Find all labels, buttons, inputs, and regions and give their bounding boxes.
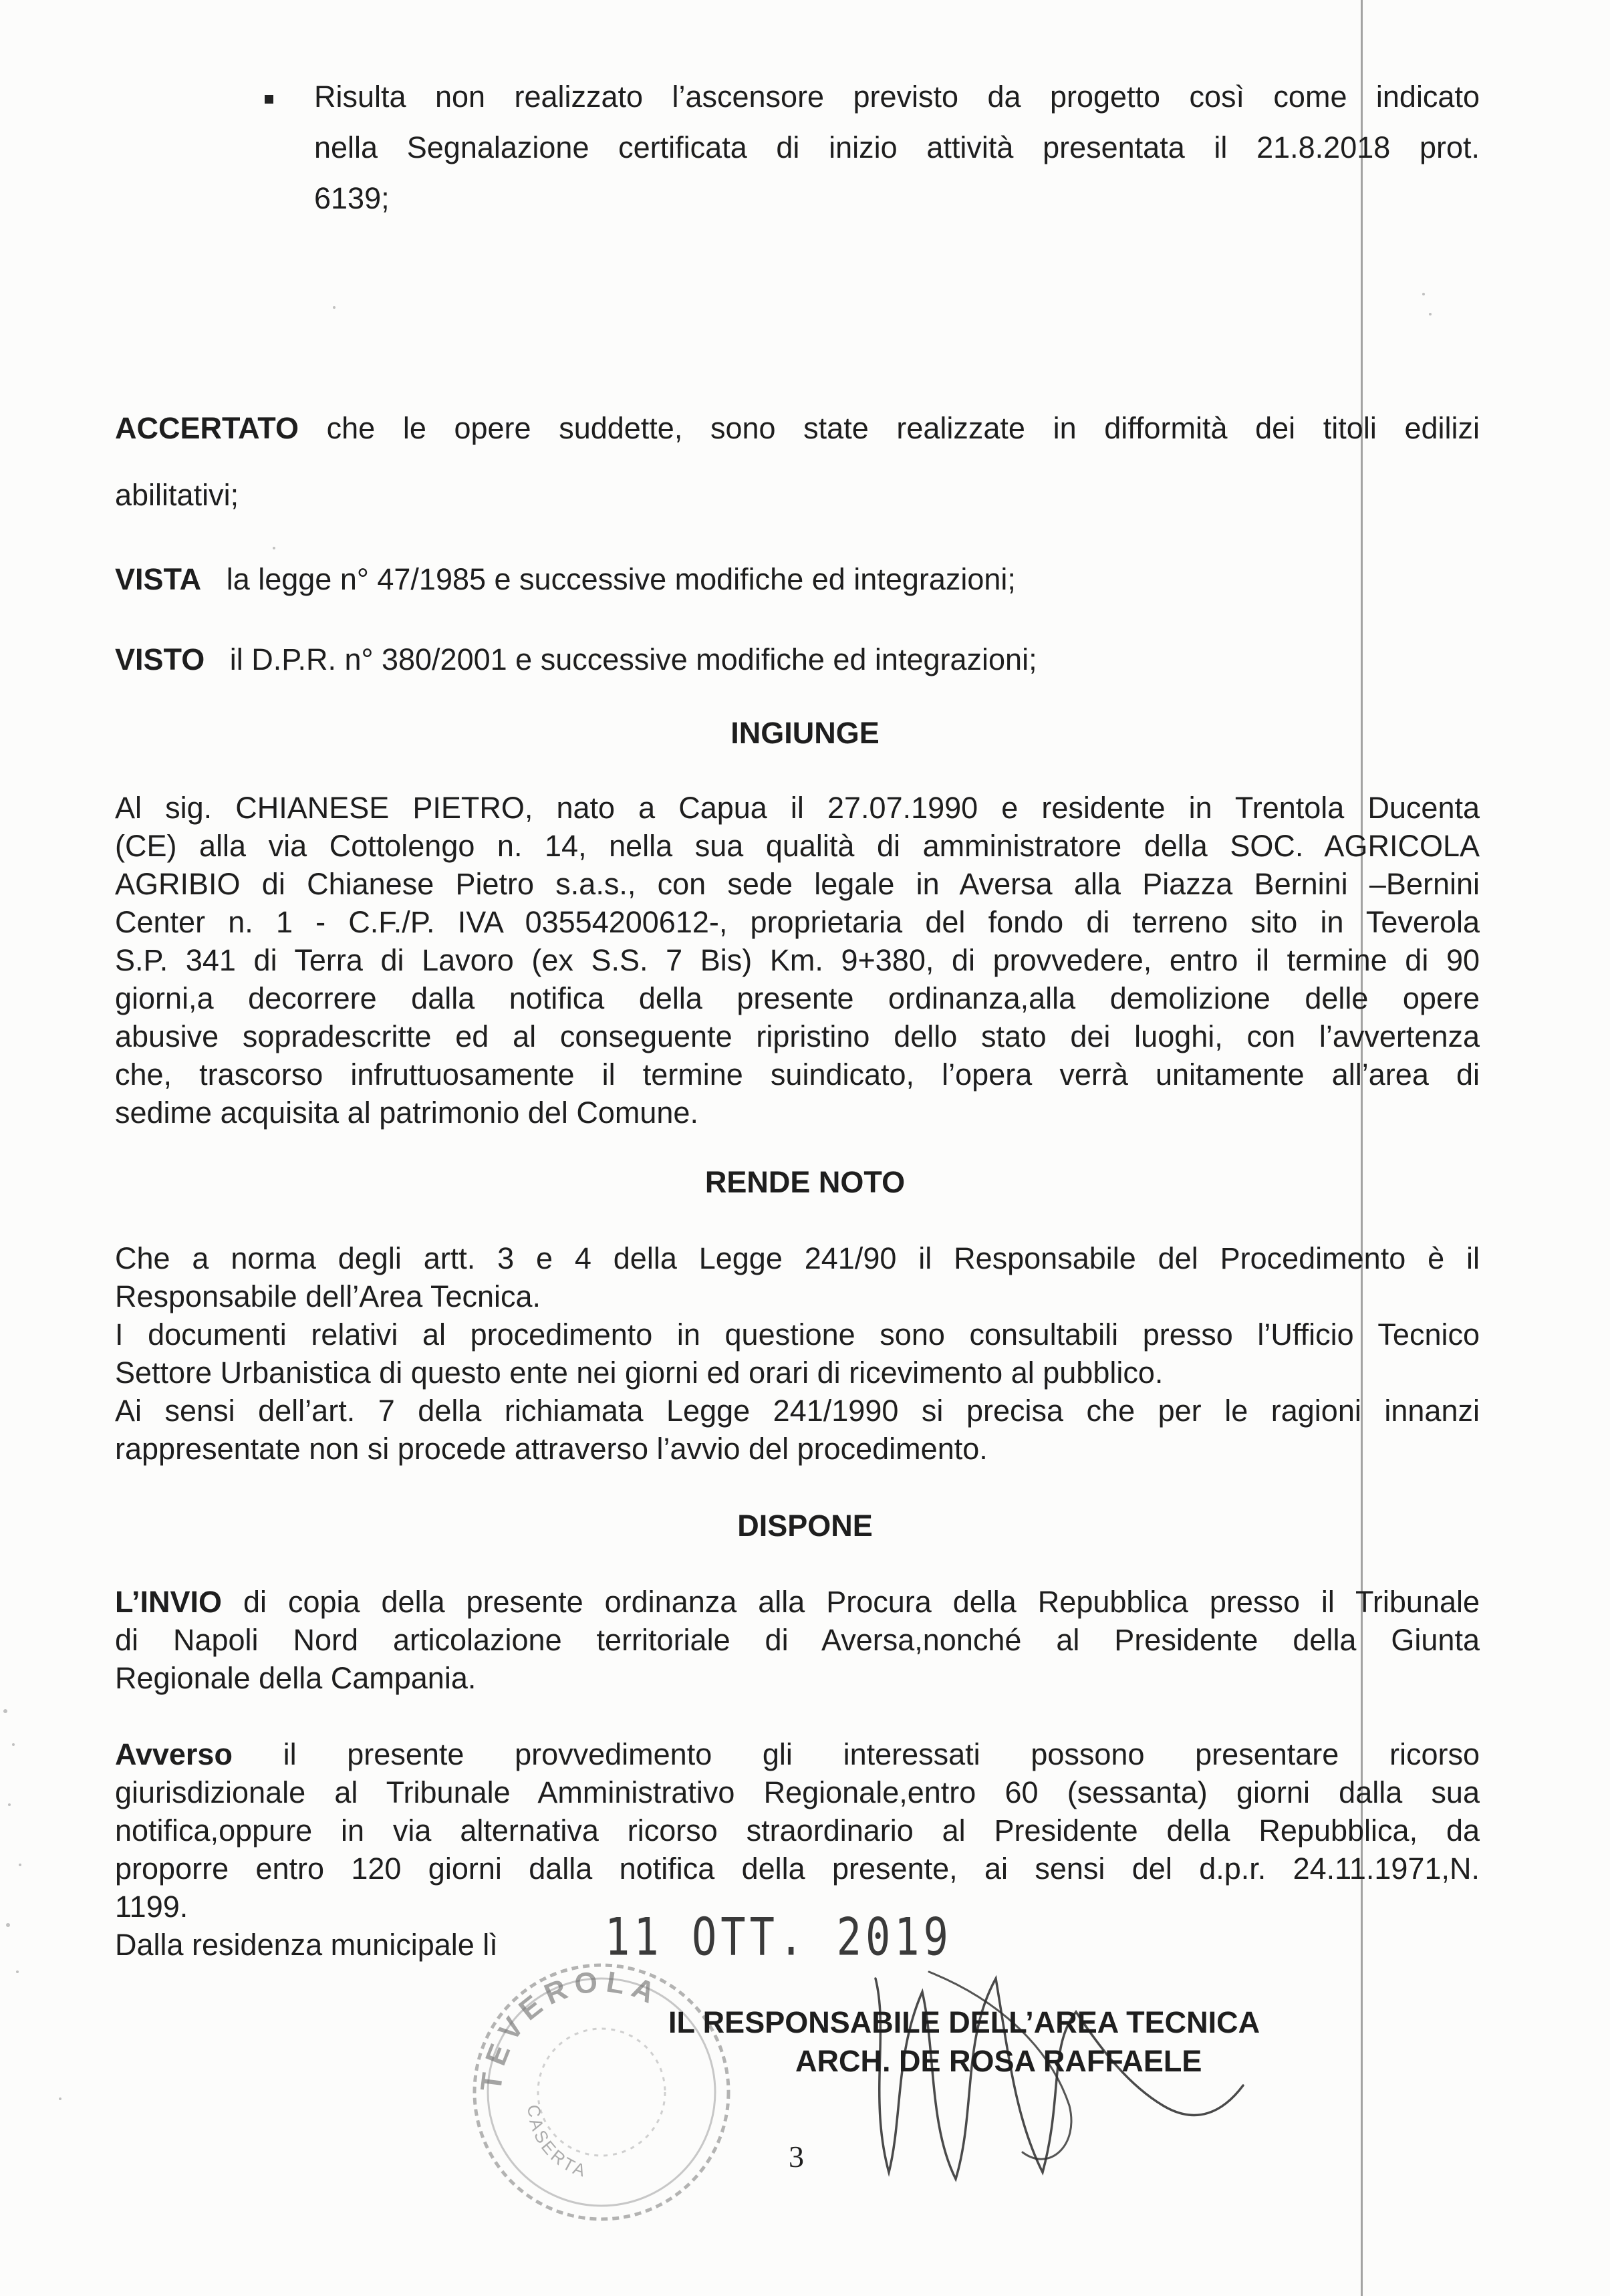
avverso-line-2: giurisdizionale al Tribunale Amministrativo Regionale,entro 60 (sessanta) giorni dalla sua xyxy=(115,1775,1480,1809)
avverso-keyword: Avverso xyxy=(115,1737,233,1771)
ingiunge-line-2: (CE) alla via Cottolengo n. 14, nella sua qualità di amministratore della SOC. AGRICOLA xyxy=(115,829,1480,863)
rende-noto-line-5: Ai sensi dell’art. 7 della richiamata Legge 241/1990 si precisa che per le ragioni innanzi xyxy=(115,1394,1480,1428)
accertato-text: che le opere suddette, sono state realizzate in difformità dei titoli edilizi xyxy=(326,411,1480,445)
closing-line: Dalla residenza municipale lì xyxy=(115,1928,498,1962)
vista-text: la legge n° 47/1985 e successive modifiche ed integrazioni; xyxy=(226,562,1016,596)
rende-noto-line-6: rappresentate non si procede attraverso l’avvio del procedimento. xyxy=(115,1432,988,1466)
rende-noto-line-3: I documenti relativi al procedimento in questione sono consultabili presso l’Ufficio Tecnico xyxy=(115,1317,1480,1352)
bullet-line-3: 6139; xyxy=(314,181,390,215)
avverso-text: il presente provvedimento gli interessati possono presentare ricorso xyxy=(283,1737,1480,1771)
municipal-seal-icon xyxy=(454,1938,749,2233)
dispone-line-3: Regionale della Campania. xyxy=(115,1661,477,1695)
visto-keyword: VISTO xyxy=(115,642,205,676)
ingiunge-line-8: che, trascorso infruttuosamente il termine suindicato, l’opera verrà unitamente all’area di xyxy=(115,1057,1480,1092)
visto-paragraph xyxy=(115,640,1385,678)
avverso-line-4: proporre entro 120 giorni dalla notifica della presente, ai sensi del d.p.r. 24.11.1971,N. xyxy=(115,1852,1480,1886)
ingiunge-line-9: sedime acquisita al patrimonio del Comune. xyxy=(115,1096,698,1130)
dispone-paragraph xyxy=(115,1583,1480,1697)
ingiunge-line-5: S.P. 341 di Terra di Lavoro (ex S.S. 7 Bis) Km. 9+380, di provvedere, entro il termine di 90 xyxy=(115,943,1480,977)
avverso-line-3: notifica,oppure in via alternativa ricorso straordinario al Presidente della Repubblica, da xyxy=(115,1813,1480,1847)
svg-text:CASERTA xyxy=(523,2103,590,2181)
heading-ingiunge: INGIUNGE xyxy=(730,716,880,750)
vista-keyword: VISTA xyxy=(115,562,202,596)
dispone-line-2: di Napoli Nord articolazione territoriale di Aversa,nonché al Presidente della Giunta xyxy=(115,1623,1480,1657)
rende-noto-line-2: Responsabile dell’Area Tecnica. xyxy=(115,1279,541,1313)
rende-noto-line-1: Che a norma degli artt. 3 e 4 della Legge 241/90 il Responsabile del Procedimento è il xyxy=(115,1241,1480,1275)
page-number: 3 xyxy=(789,2140,804,2174)
accertato-paragraph xyxy=(115,409,1480,514)
bullet-marker xyxy=(265,95,273,104)
ingiunge-paragraph xyxy=(115,789,1480,1132)
dispone-text: di copia della presente ordinanza alla Procura della Repubblica presso il Tribunale xyxy=(243,1585,1480,1619)
heading-dispone: DISPONE xyxy=(737,1509,873,1543)
accertato-line-2: abilitativi; xyxy=(115,478,239,512)
svg-text:TEVEROLA xyxy=(475,1965,666,2093)
rende-noto-line-4: Settore Urbanistica di questo ente nei giorni ed orari di ricevimento al pubblico. xyxy=(115,1356,1164,1390)
bullet-item xyxy=(314,78,1480,217)
heading-rende-noto: RENDE NOTO xyxy=(704,1165,906,1199)
dispone-keyword: L’INVIO xyxy=(115,1585,223,1619)
vista-paragraph xyxy=(115,560,1385,598)
bullet-line-2: nella Segnalazione certificata di inizio attività presentata il 21.8.2018 prot. xyxy=(314,130,1480,164)
ingiunge-line-7: abusive sopradescritte ed al conseguente ripristino dello stato dei luoghi, con l’avvertenza xyxy=(115,1019,1480,1053)
rende-noto-paragraph xyxy=(115,1239,1480,1468)
signature-name: ARCH. DE ROSA RAFFAELE xyxy=(795,2044,1202,2078)
signature-block xyxy=(662,2003,1370,2081)
date-stamp: 11 OTT. 2019 xyxy=(605,1906,952,1968)
signature-title: IL RESPONSABILE DELL’AREA TECNICA xyxy=(668,2005,1260,2039)
bullet-line-1: Risulta non realizzato l’ascensore previsto da progetto così come indicato xyxy=(314,80,1480,114)
seal-text-bottom: CASERTA xyxy=(523,2103,591,2182)
seal-text-top: TEVEROLA xyxy=(475,1964,666,2093)
ingiunge-line-1: Al sig. CHIANESE PIETRO, nato a Capua il 27.07.1990 e residente in Trentola Ducenta xyxy=(115,791,1480,825)
avverso-line-5: 1199. xyxy=(115,1890,188,1924)
ingiunge-line-6: giorni,a decorrere dalla notifica della presente ordinanza,alla demolizione delle opere xyxy=(115,981,1480,1015)
accertato-keyword: ACCERTATO xyxy=(115,411,299,445)
ingiunge-line-3: AGRIBIO di Chianese Pietro s.a.s., con sede legale in Aversa alla Piazza Bernini –Bernini xyxy=(115,867,1480,901)
ingiunge-line-4: Center n. 1 - C.F./P. IVA 03554200612-, proprietaria del fondo di terreno sito in Teverola xyxy=(115,905,1480,939)
visto-text: il D.P.R. n° 380/2001 e successive modifiche ed integrazioni; xyxy=(229,642,1037,676)
